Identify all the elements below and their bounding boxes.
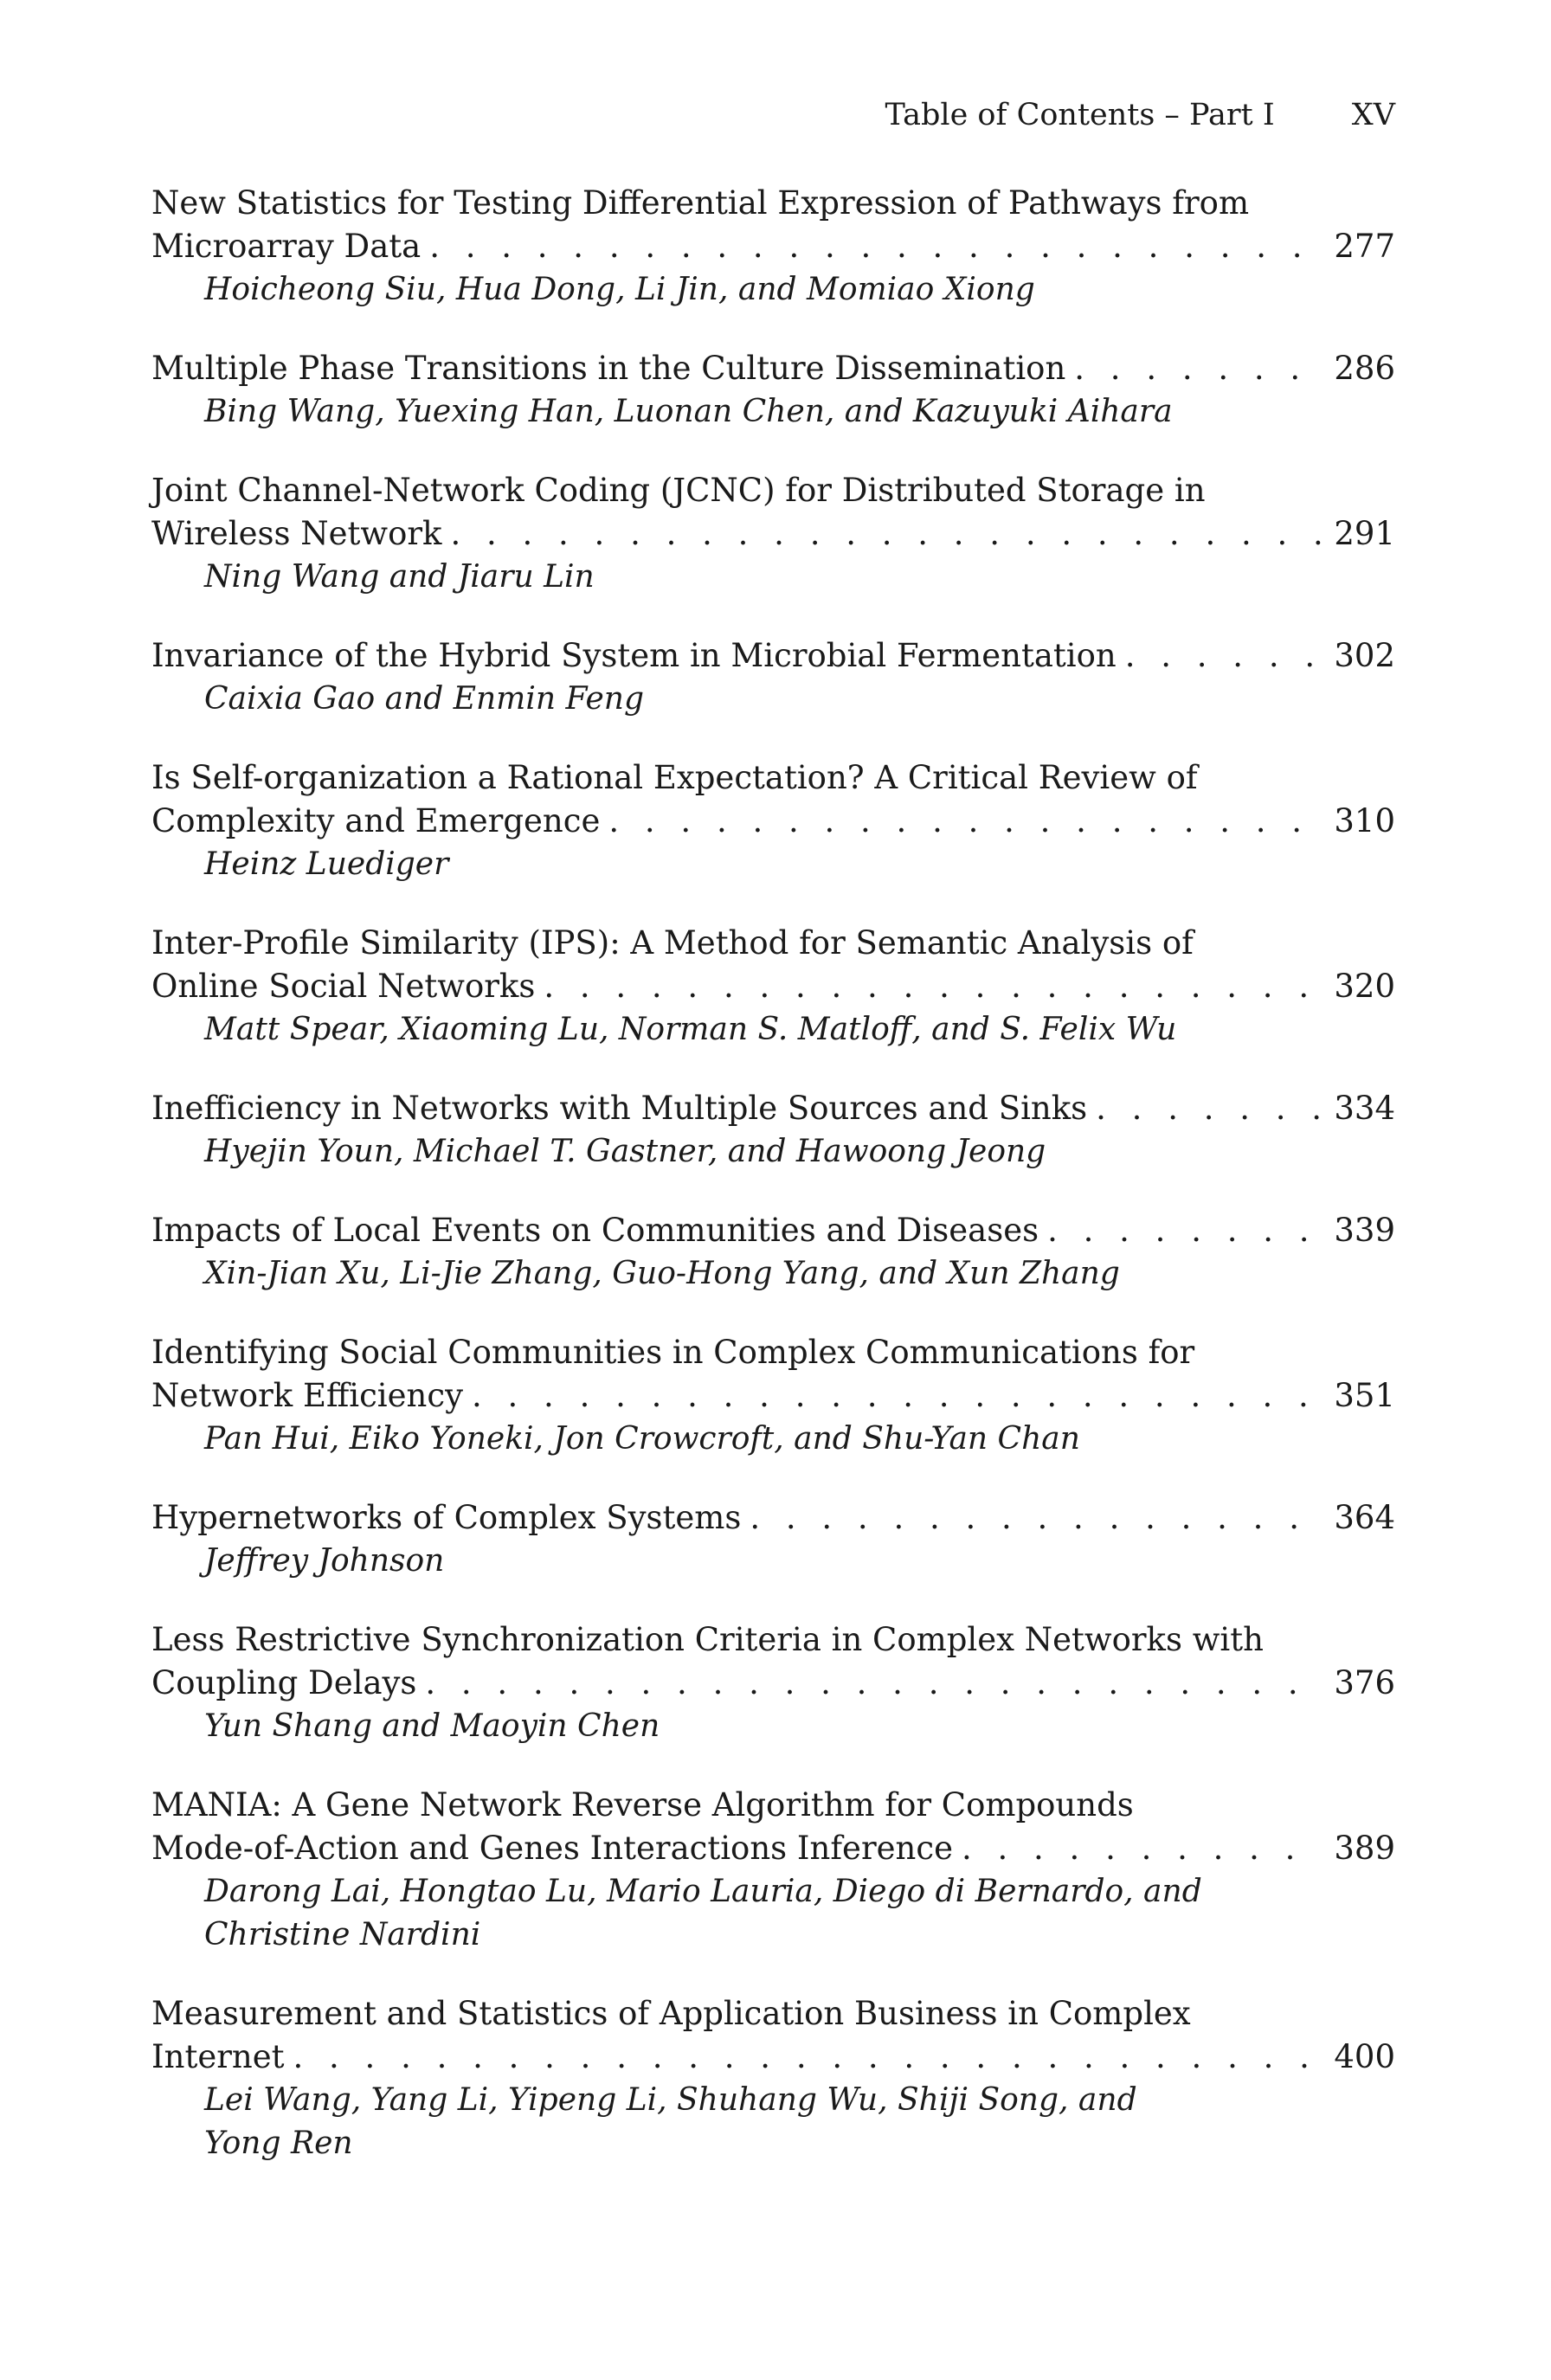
entry-page-number: 364: [1334, 1499, 1395, 1536]
entry-title: Invariance of the Hybrid System in Microbial Fermentation: [151, 637, 1117, 674]
entry-page-number: 334: [1334, 1090, 1395, 1127]
entry-authors: Matt Spear, Xiaoming Lu, Norman S. Matloff, and S. Felix Wu: [204, 1012, 1177, 1047]
entry-title-line: Less Restrictive Synchronization Criteria in Complex Networks with: [151, 1621, 1264, 1658]
entry-title-row: [151, 634, 1395, 678]
toc-entry: [151, 756, 1395, 886]
entry-authors: Ning Wang and Jiaru Lin: [204, 559, 595, 595]
toc-entry: [151, 182, 1395, 312]
dot-leader: [472, 1374, 1322, 1418]
entry-title-line: Identifying Social Communities in Complex Communications for: [151, 1334, 1195, 1371]
running-head-title: Table of Contents – Part I: [885, 98, 1275, 132]
entry-authors: Yun Shang and Maoyin Chen: [204, 1708, 660, 1744]
entry-authors: Hoicheong Siu, Hua Dong, Li Jin, and Momiao Xiong: [204, 272, 1035, 307]
entry-title-line: Is Self-organization a Rational Expectation? A Critical Review of: [151, 759, 1198, 796]
entry-title: Multiple Phase Transitions in the Culture Dissemination: [151, 350, 1066, 387]
dot-leader: [293, 2036, 1323, 2079]
toc-entry: [151, 469, 1395, 599]
entry-title-row: [151, 1209, 1395, 1252]
entry-title: Online Social Networks: [151, 968, 536, 1005]
entry-title-row: [151, 1087, 1395, 1130]
entry-title-line: Inter-Profile Similarity (IPS): A Method for Semantic Analysis of: [151, 924, 1194, 962]
dot-leader: [1096, 1087, 1322, 1130]
entry-authors: Darong Lai, Hongtao Lu, Mario Lauria, Diego di Bernardo, and: [204, 1874, 1202, 1909]
entry-title: Network Efficiency: [151, 1377, 463, 1414]
entry-authors: Jeffrey Johnson: [204, 1543, 445, 1579]
running-head: [885, 93, 1395, 137]
dot-leader: [450, 512, 1322, 556]
dot-leader: [544, 965, 1322, 1008]
entry-authors: Heinz Luediger: [204, 846, 449, 882]
entry-title: Microarray Data: [151, 228, 422, 265]
entry-title-line: MANIA: A Gene Network Reverse Algorithm for Compounds: [151, 1786, 1134, 1824]
entry-title-line: New Statistics for Testing Differential Expression of Pathways from: [151, 184, 1250, 222]
entry-title-row: [151, 1374, 1395, 1418]
entry-authors: Caixia Gao and Enmin Feng: [204, 681, 645, 717]
entry-title: Coupling Delays: [151, 1664, 417, 1701]
entry-page-number: 389: [1334, 1830, 1395, 1867]
entry-authors: Xin-Jian Xu, Li-Jie Zhang, Guo-Hong Yang, and Xun Zhang: [204, 1256, 1120, 1291]
entry-authors: Yong Ren: [204, 2126, 353, 2161]
toc-entry: [151, 1496, 1395, 1583]
toc-entry: [151, 922, 1395, 1052]
entry-page-number: 339: [1334, 1212, 1395, 1249]
entry-title-row: [151, 225, 1395, 268]
entry-authors: Hyejin Youn, Michael T. Gastner, and Hawoong Jeong: [204, 1134, 1046, 1169]
toc-entry: [151, 1618, 1395, 1748]
entry-title-row: [151, 347, 1395, 390]
running-head-page-number: XV: [1351, 98, 1395, 132]
table-of-contents: [151, 182, 1395, 2201]
toc-entry: [151, 1992, 1395, 2165]
entry-title-row: [151, 1827, 1395, 1870]
toc-entry: [151, 1784, 1395, 1957]
entry-page-number: 286: [1334, 350, 1395, 387]
entry-title: Mode-of-Action and Genes Interactions Inference: [151, 1830, 953, 1867]
entry-page-number: 310: [1334, 802, 1395, 839]
entry-title-row: [151, 512, 1395, 556]
entry-title: Wireless Network: [151, 515, 442, 552]
entry-title-row: [151, 965, 1395, 1008]
toc-entry: [151, 347, 1395, 434]
toc-entry: [151, 1331, 1395, 1461]
toc-entry: [151, 1087, 1395, 1174]
entry-title-row: [151, 1496, 1395, 1540]
entry-title: Inefficiency in Networks with Multiple Sources and Sinks: [151, 1090, 1088, 1127]
toc-entry: [151, 634, 1395, 721]
dot-leader: [429, 225, 1322, 268]
entry-page-number: 291: [1334, 515, 1395, 552]
entry-page-number: 320: [1334, 968, 1395, 1005]
toc-entry: [151, 1209, 1395, 1296]
entry-title: Hypernetworks of Complex Systems: [151, 1499, 742, 1536]
dot-leader: [750, 1496, 1322, 1540]
entry-authors: Bing Wang, Yuexing Han, Luonan Chen, and Kazuyuki Aihara: [204, 394, 1173, 429]
entry-title: Complexity and Emergence: [151, 802, 601, 839]
dot-leader: [425, 1662, 1322, 1705]
entry-title-row: [151, 2036, 1395, 2079]
entry-page-number: 302: [1334, 637, 1395, 674]
entry-title: Impacts of Local Events on Communities and Diseases: [151, 1212, 1039, 1249]
entry-page-number: 351: [1334, 1377, 1395, 1414]
entry-title-row: [151, 800, 1395, 843]
dot-leader: [608, 800, 1322, 843]
entry-authors: Lei Wang, Yang Li, Yipeng Li, Shuhang Wu, Shiji Song, and: [204, 2082, 1137, 2118]
dot-leader: [962, 1827, 1322, 1870]
entry-title: Internet: [151, 2038, 285, 2075]
entry-authors: Christine Nardini: [204, 1917, 481, 1952]
dot-leader: [1125, 634, 1323, 678]
entry-page-number: 277: [1334, 228, 1395, 265]
entry-authors: Pan Hui, Eiko Yoneki, Jon Crowcroft, and Shu-Yan Chan: [204, 1421, 1080, 1457]
entry-page-number: 400: [1334, 2038, 1395, 2075]
entry-title-row: [151, 1662, 1395, 1705]
dot-leader: [1047, 1209, 1322, 1252]
entry-page-number: 376: [1334, 1664, 1395, 1701]
dot-leader: [1074, 347, 1322, 390]
entry-title-line: Joint Channel-Network Coding (JCNC) for Distributed Storage in: [151, 472, 1206, 509]
entry-title-line: Measurement and Statistics of Application Business in Complex: [151, 1995, 1191, 2032]
